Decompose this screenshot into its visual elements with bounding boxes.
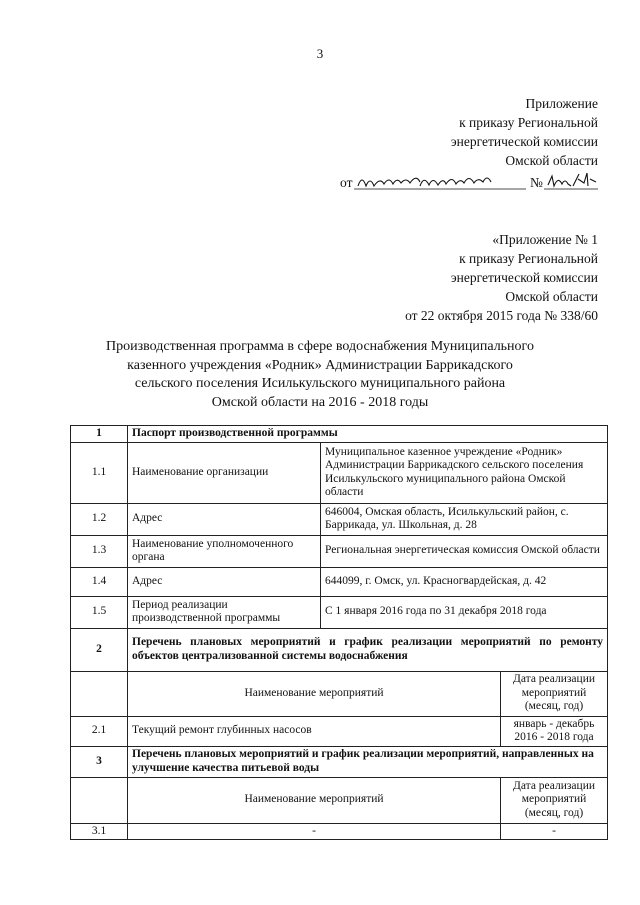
- row-value: С 1 января 2016 года по 31 декабря 2018 года: [321, 596, 608, 628]
- row-value: Региональная энергетическая комиссия Омской области: [321, 535, 608, 567]
- column-header-row: [71, 777, 608, 823]
- measure-name: Текущий ремонт глубинных насосов: [128, 716, 501, 746]
- section-number: 3: [71, 746, 128, 777]
- row-number: 1.4: [71, 567, 128, 596]
- table-row: [71, 596, 608, 628]
- section-row: [71, 426, 608, 443]
- table-row: [71, 823, 608, 840]
- row-number: 1.1: [71, 442, 128, 503]
- table-row: [71, 442, 608, 503]
- title-line: сельского поселения Исилькульского муниципального района: [134, 376, 506, 391]
- measure-name: -: [128, 823, 501, 840]
- appendix1-header-line: к приказу Региональной: [459, 251, 598, 266]
- section-row: [71, 746, 608, 777]
- row-value: 646004, Омская область, Исилькульский район, с. Баррикада, ул. Школьная, д. 28: [321, 503, 608, 535]
- row-number: 1.3: [71, 535, 128, 567]
- table-row: [71, 535, 608, 567]
- row-label: Наименование организации: [128, 442, 321, 503]
- row-number: 2.1: [71, 716, 128, 746]
- appendix-header: [451, 94, 598, 170]
- table-row: [71, 567, 608, 596]
- appendix1-header-line: от 22 октября 2015 года № 338/60: [405, 308, 598, 323]
- empty-cell: [71, 777, 128, 823]
- table-row: [71, 716, 608, 746]
- column-header-name: Наименование мероприятий: [128, 671, 501, 716]
- appendix1-header-line: Омской области: [505, 289, 598, 304]
- section-number: 2: [71, 628, 128, 671]
- section-number: 1: [71, 426, 128, 443]
- measure-date: январь - декабрь 2016 - 2018 года: [501, 716, 608, 746]
- row-label: Адрес: [128, 503, 321, 535]
- svg-text:№: №: [530, 175, 543, 190]
- row-number: 3.1: [71, 823, 128, 840]
- appendix1-header-line: «Приложение № 1: [492, 232, 598, 247]
- row-value: Муниципальное казенное учреждение «Родник» Администрации Баррикадского сельского поселения Исилькульского муниципального района Омской области: [321, 442, 608, 503]
- title-line: Производственная программа в сфере водоснабжения Муниципального: [106, 339, 534, 354]
- row-value: 644099, г. Омск, ул. Красногвардейская, д. 42: [321, 567, 608, 596]
- row-number: 1.2: [71, 503, 128, 535]
- title-line: Омской области на 2016 - 2018 годы: [211, 394, 429, 410]
- title-line: казенного учреждения «Родник» Администрации Баррикадского: [127, 357, 513, 373]
- row-number: 1.5: [71, 596, 128, 628]
- empty-cell: [71, 671, 128, 716]
- document-title: [0, 338, 640, 412]
- measure-date: -: [501, 823, 608, 840]
- row-label: Адрес: [128, 567, 321, 596]
- row-label: Наименование уполномоченного органа: [128, 535, 321, 567]
- page-number: 3: [316, 46, 324, 61]
- svg-text:от: от: [340, 175, 353, 190]
- handwritten-date-signature: [340, 170, 600, 194]
- column-header-date: Дата реализации мероприятий (месяц, год): [501, 671, 608, 716]
- table-row: [71, 503, 608, 535]
- column-header-name: Наименование мероприятий: [128, 777, 501, 823]
- section-row: [71, 628, 608, 671]
- appendix-header-line: Приложение: [525, 96, 598, 111]
- column-header-row: [71, 671, 608, 716]
- appendix-header-line: энергетической комиссии: [450, 134, 598, 149]
- appendix-header-line: Омской области: [505, 153, 598, 168]
- column-header-date: Дата реализации мероприятий (месяц, год): [501, 777, 608, 823]
- program-table: [70, 425, 608, 840]
- appendix1-header-line: энергетической комиссии: [450, 270, 598, 285]
- row-label: Период реализации производственной программы: [128, 596, 321, 628]
- section-title: Перечень плановых мероприятий и график реализации мероприятий, направленных на улучшение качества питьевой воды: [128, 746, 608, 777]
- section-title: Перечень плановых мероприятий и график реализации мероприятий по ремонту объектов централизованной системы водоснабжения: [128, 628, 608, 671]
- appendix-header-line: к приказу Региональной: [459, 115, 598, 130]
- appendix1-header: [405, 230, 598, 325]
- section-title: Паспорт производственной программы: [128, 426, 608, 443]
